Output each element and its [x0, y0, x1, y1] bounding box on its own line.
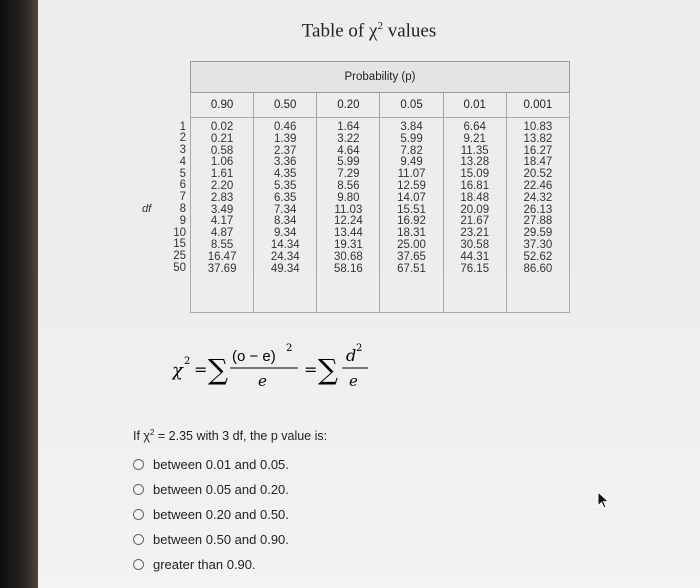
- table-cell: 9.21: [463, 132, 486, 145]
- table-cell: 9.80: [337, 191, 360, 204]
- table-cell: 5.99: [400, 132, 423, 145]
- table-cell: 23.21: [460, 227, 490, 240]
- option-label: between 0.01 and 0.05.: [153, 457, 289, 472]
- numerator-2-square: 2: [356, 343, 363, 354]
- table-cell: 4.35: [274, 168, 297, 181]
- table-cell: 5.35: [274, 179, 297, 192]
- mouse-pointer-icon: [594, 490, 612, 510]
- table-cell: 7.29: [337, 168, 360, 181]
- answer-options: [133, 452, 289, 577]
- column-header: 0.50: [254, 93, 317, 118]
- table-cell: 16.27: [523, 144, 553, 157]
- table-cell: 11.07: [397, 168, 426, 181]
- table-cell: 52.62: [523, 250, 553, 263]
- df-value: 2: [179, 132, 186, 145]
- option-label: between 0.20 and 0.50.: [153, 507, 289, 522]
- title-superscript: 2: [377, 20, 383, 32]
- value-column: [380, 118, 443, 313]
- table-cell: 24.32: [523, 191, 553, 204]
- table-cell: 44.31: [460, 250, 490, 263]
- table-cell: 12.24: [334, 215, 363, 228]
- question-suffix: = 2.35 with 3 df, the p value is:: [154, 429, 328, 444]
- option-label: between 0.50 and 0.90.: [153, 532, 289, 547]
- radio-button[interactable]: [133, 534, 144, 545]
- df-value: 3: [179, 144, 186, 157]
- formula-chi-square: 2: [184, 356, 191, 367]
- table-cell: 16.81: [460, 179, 490, 192]
- table-cell: 86.60: [523, 262, 553, 275]
- chi-square-formula: [172, 334, 402, 394]
- sum-symbol-1: ∑: [208, 353, 228, 386]
- photo-left-edge: [0, 0, 40, 588]
- table-cell: 1.61: [210, 168, 234, 181]
- table-cell: 67.51: [397, 262, 426, 275]
- table-cell: 26.13: [523, 203, 553, 216]
- table-cell: 0.02: [210, 121, 234, 133]
- df-value: 7: [179, 191, 186, 204]
- radio-button[interactable]: [133, 459, 144, 470]
- column-header: 0.01: [443, 93, 506, 118]
- table-cell: 30.58: [460, 238, 490, 251]
- page-title: [38, 20, 700, 42]
- option-3[interactable]: [133, 502, 289, 527]
- table-cell: 37.65: [397, 250, 426, 263]
- table-cell: 8.56: [337, 179, 360, 192]
- table-cell: 4.17: [210, 215, 234, 228]
- question-prefix: If χ: [133, 429, 150, 444]
- table-cell: 29.59: [523, 227, 553, 240]
- df-value: 10: [173, 226, 186, 239]
- blank-corner-2: [150, 93, 191, 118]
- numerator-2: d: [346, 346, 357, 365]
- table-cell: 3.49: [210, 203, 234, 216]
- table-cell: 25.00: [397, 238, 426, 251]
- table-cell: 13.44: [334, 227, 363, 240]
- column-header: 0.05: [380, 93, 443, 118]
- df-value: 5: [179, 167, 186, 180]
- table-cell: 6.35: [274, 191, 297, 204]
- table-cell: 58.16: [334, 262, 363, 275]
- denominator-2: e: [349, 372, 358, 390]
- option-5[interactable]: [133, 552, 289, 577]
- table-cell: 1.39: [274, 132, 297, 145]
- table-cell: 1.64: [337, 121, 360, 133]
- table-cell: 20.09: [460, 203, 490, 216]
- table-cell: 3.36: [274, 156, 297, 169]
- table-cell: 27.88: [523, 215, 553, 228]
- table-cell: 3.84: [400, 121, 423, 133]
- df-value: 25: [173, 250, 186, 263]
- option-4[interactable]: [133, 527, 289, 552]
- table-cell: 37.69: [207, 262, 237, 275]
- sum-symbol-2: ∑: [318, 353, 338, 386]
- table-cell: 7.82: [400, 144, 423, 157]
- column-header-row: [150, 93, 570, 118]
- table-cell: 9.49: [400, 156, 423, 169]
- table-cell: 13.28: [460, 156, 490, 169]
- formula-equals-1: =: [194, 360, 208, 379]
- table-cell: 16.47: [207, 250, 237, 263]
- option-label: between 0.05 and 0.20.: [153, 482, 289, 497]
- table-cell: 3.22: [337, 132, 360, 145]
- radio-button[interactable]: [133, 559, 144, 570]
- table-cell: 16.92: [397, 215, 426, 228]
- df-column: [142, 118, 191, 313]
- table-cell: 5.99: [337, 156, 360, 169]
- table-cell: 18.47: [523, 156, 553, 169]
- table-cell: 2.37: [274, 144, 297, 157]
- df-value: 4: [179, 155, 186, 168]
- table-cell: 13.82: [523, 132, 553, 145]
- table-cell: 2.20: [210, 179, 234, 192]
- table-cell: 49.34: [270, 262, 300, 275]
- df-value: 9: [179, 214, 186, 227]
- value-column: [443, 118, 506, 313]
- table-cell: 1.06: [210, 156, 234, 169]
- title-text: Table of χ: [301, 20, 378, 42]
- radio-button[interactable]: [133, 509, 144, 520]
- table-cell: 0.58: [210, 144, 234, 157]
- blank-corner: [150, 62, 191, 93]
- table-cell: 14.34: [270, 238, 300, 251]
- table-cell: 76.15: [460, 262, 490, 275]
- table-cell: 21.67: [460, 215, 490, 228]
- radio-button[interactable]: [133, 484, 144, 495]
- df-value: 50: [173, 262, 186, 275]
- table-cell: 20.52: [523, 168, 553, 181]
- question-text: [133, 428, 327, 443]
- values-row: [150, 118, 570, 313]
- column-header: 0.001: [506, 93, 569, 118]
- table-cell: 37.30: [523, 238, 553, 251]
- value-column: [191, 118, 254, 313]
- table-cell: 9.34: [274, 227, 297, 240]
- df-value: 8: [179, 203, 186, 216]
- probability-header-row: [150, 62, 570, 93]
- df-label: df: [142, 202, 152, 215]
- table-cell: 11.03: [334, 203, 363, 216]
- table-cell: 4.64: [337, 144, 360, 157]
- table-cell: 19.31: [334, 238, 363, 251]
- table-cell: 22.46: [523, 179, 553, 192]
- table-cell: 8.55: [210, 238, 234, 251]
- table-cell: 18.48: [460, 191, 490, 204]
- table-cell: 30.68: [334, 250, 363, 263]
- chi-square-table: [142, 61, 570, 313]
- table-cell: 2.83: [210, 191, 234, 204]
- numerator-1: (o − e): [232, 348, 276, 365]
- formula-chi: χ: [172, 360, 183, 381]
- title-suffix: values: [382, 20, 437, 42]
- column-header: 0.90: [191, 93, 254, 118]
- option-label: greater than 0.90.: [153, 557, 256, 572]
- df-value: 1: [179, 120, 186, 133]
- denominator-1: e: [258, 372, 267, 390]
- table-cell: 4.87: [210, 227, 234, 240]
- table-cell: 18.31: [397, 227, 426, 240]
- value-column: [506, 118, 569, 313]
- option-1[interactable]: [133, 452, 289, 477]
- table-cell: 24.34: [270, 250, 300, 263]
- value-column: [317, 118, 380, 313]
- table-cell: 15.51: [397, 203, 426, 216]
- table-cell: 0.21: [210, 132, 234, 145]
- table-cell: 15.09: [460, 168, 490, 181]
- column-header: 0.20: [317, 93, 380, 118]
- table-cell: 0.46: [274, 121, 297, 133]
- table-cell: 7.34: [274, 203, 297, 216]
- table-cell: 11.35: [460, 144, 489, 157]
- table-cell: 10.83: [523, 121, 553, 133]
- df-value: 15: [173, 238, 186, 251]
- table-cell: 8.34: [274, 215, 297, 228]
- option-2[interactable]: [133, 477, 289, 502]
- table-cell: 14.07: [397, 191, 426, 204]
- df-value: 6: [179, 179, 186, 192]
- numerator-1-square: 2: [286, 343, 293, 354]
- formula-equals-2: =: [304, 360, 318, 379]
- table-cell: 6.64: [463, 121, 486, 133]
- table-cell: 12.59: [397, 179, 426, 192]
- probability-label: Probability (p): [191, 62, 570, 93]
- question-superscript: 2: [149, 428, 155, 437]
- value-column: [254, 118, 317, 313]
